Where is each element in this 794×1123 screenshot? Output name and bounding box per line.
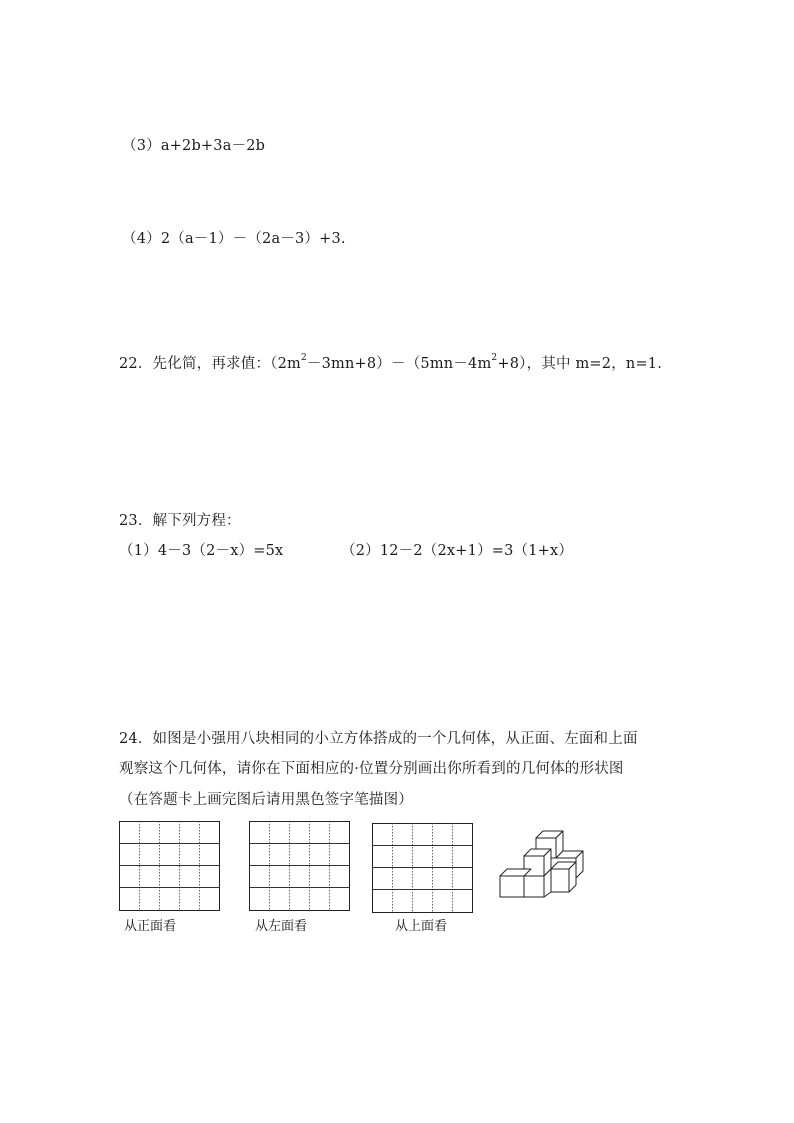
top-view-grid[interactable]: [372, 823, 474, 914]
q22-prefix: 22．先化简，再求值：（2m: [119, 356, 301, 372]
q22-mid: －3mn+8）－（5mn－4m: [306, 356, 492, 372]
q22-text: [119, 352, 662, 373]
q22-exp-2: 2: [491, 353, 498, 364]
left-view-caption: 从左面看: [255, 919, 308, 934]
q23-title: 23．解下列方程：: [119, 513, 241, 529]
cube-assembly-figure: [496, 828, 592, 900]
front-view-caption: 从正面看: [124, 919, 177, 934]
left-view-grid[interactable]: [249, 821, 351, 912]
q22-suffix: +8），其中 m=2，n=1.: [497, 356, 663, 372]
front-view-grid[interactable]: [119, 821, 221, 912]
q24-line3: （在答题卡上画完图后请用黑色签字笔描图）: [119, 792, 413, 808]
q24-line2: 观察这个几何体，请你在下面相应的·位置分别画出你所看到的几何体的形状图: [119, 761, 624, 777]
q21-part4: （4）2（a－1）－（2a－3）+3.: [122, 231, 346, 247]
q23-eq1: （1）4－3（2－x）=5x: [119, 543, 284, 559]
q23-eq2: （2）12－2（2x+1）=3（1+x）: [341, 543, 574, 559]
top-view-caption: 从上面看: [395, 919, 448, 934]
q24-line1: 24．如图是小强用八块相同的小立方体搭成的一个几何体，从正面、左面和上面: [119, 731, 638, 747]
q22-exp-1: 2: [300, 353, 307, 364]
q21-part3: （3）a+2b+3a－2b: [122, 138, 266, 154]
